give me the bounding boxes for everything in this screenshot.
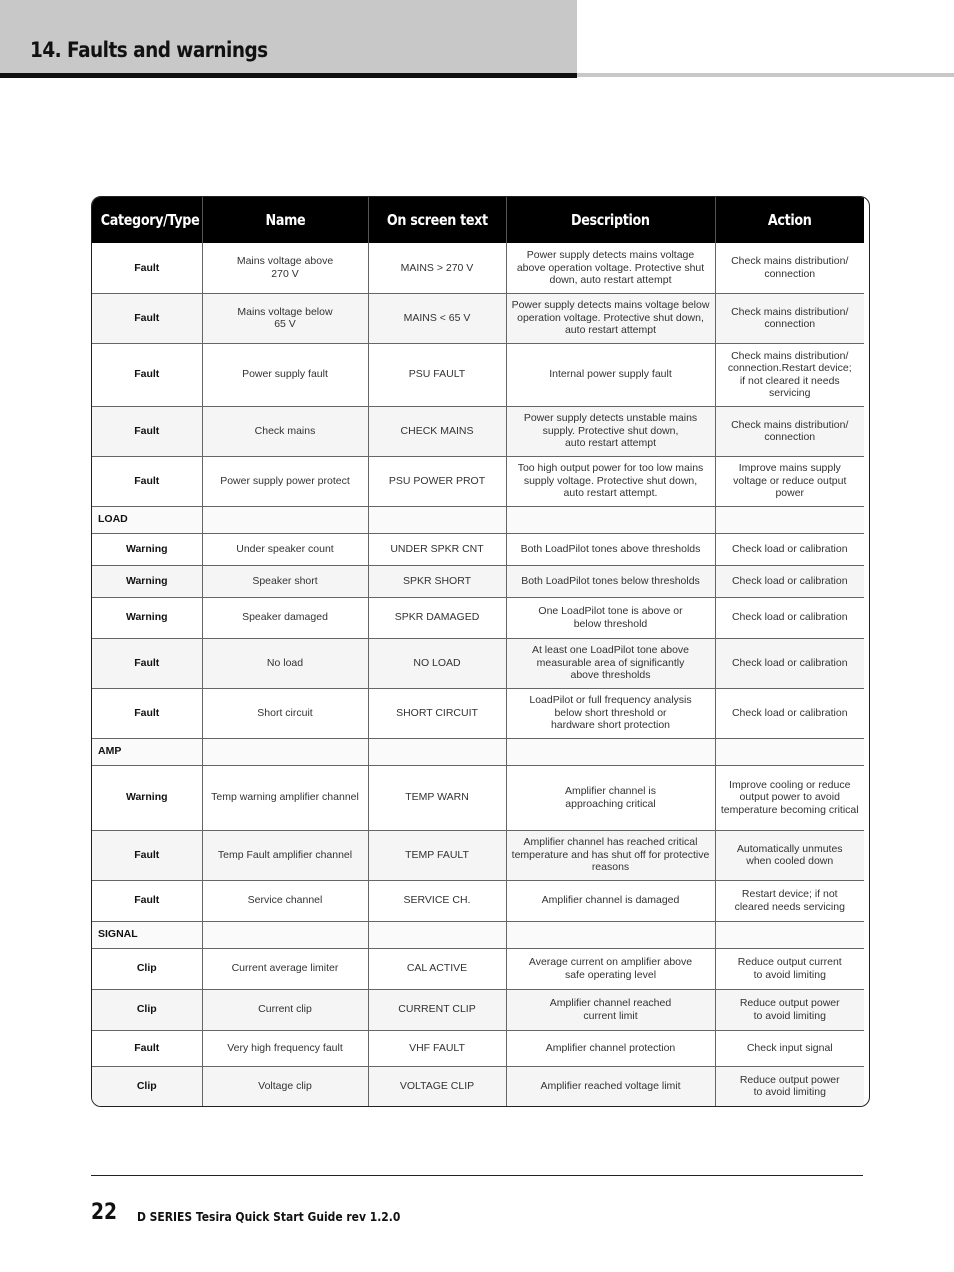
row-description: LoadPilot or full frequency analysis below short threshold or hardware short protection [506,688,715,738]
row-description: Power supply detects mains voltage above operation voltage. Protective shut down, auto restart attempt [506,243,715,293]
section-empty-cell [202,738,368,765]
section-empty-cell [368,738,506,765]
section-label: AMP [92,738,202,765]
row-category: Fault [92,638,202,688]
section-empty-cell [202,921,368,948]
document-title: D SERIES Tesira Quick Start Guide rev 1.2.0 [137,1209,401,1224]
row-category: Fault [92,293,202,343]
table-header-row [92,197,864,243]
section-label: LOAD [92,506,202,533]
row-description: Amplifier channel is approaching critical [506,765,715,830]
row-description: Amplifier reached voltage limit [506,1066,715,1106]
row-screen-text: VOLTAGE CLIP [368,1066,506,1106]
row-name: Mains voltage below 65 V [202,293,368,343]
row-screen-text: CHECK MAINS [368,406,506,456]
table-row [92,406,864,456]
table-row [92,688,864,738]
row-category: Fault [92,456,202,506]
row-name: Under speaker count [202,533,368,565]
section-empty-cell [202,506,368,533]
table-body [92,243,864,1106]
section-label: SIGNAL [92,921,202,948]
table-row [92,456,864,506]
table-row [92,638,864,688]
row-category: Warning [92,765,202,830]
row-description: Amplifier channel is damaged [506,880,715,921]
page-number: 22 [91,1200,118,1225]
row-action: Check mains distribution/ connection.Restart device; if not cleared it needs servicing [715,343,864,406]
row-name: Mains voltage above 270 V [202,243,368,293]
page-title: 14. Faults and warnings [30,38,268,62]
row-screen-text: UNDER SPKR CNT [368,533,506,565]
table-row [92,293,864,343]
row-screen-text: TEMP FAULT [368,830,506,880]
row-description: Power supply detects mains voltage below operation voltage. Protective shut down, auto restart attempt [506,293,715,343]
faults-table-container [91,196,870,1107]
row-action: Check mains distribution/ connection [715,293,864,343]
header-band [0,0,577,73]
table-row [92,565,864,597]
table-row [92,597,864,638]
section-empty-cell [715,738,864,765]
row-name: No load [202,638,368,688]
row-description: Amplifier channel reached current limit [506,989,715,1030]
faults-table [92,197,864,1106]
row-description: Amplifier channel has reached critical temperature and has shut off for protective reasons [506,830,715,880]
column-header-name: Name [202,197,368,243]
table-row [92,1030,864,1066]
row-name: Power supply power protect [202,456,368,506]
row-name: Current clip [202,989,368,1030]
row-name: Service channel [202,880,368,921]
section-empty-cell [368,506,506,533]
row-description: Internal power supply fault [506,343,715,406]
row-screen-text: MAINS < 65 V [368,293,506,343]
row-name: Temp warning amplifier channel [202,765,368,830]
row-category: Fault [92,1030,202,1066]
row-screen-text: SPKR SHORT [368,565,506,597]
row-description: Average current on amplifier above safe operating level [506,948,715,989]
row-category: Clip [92,1066,202,1106]
section-empty-cell [506,506,715,533]
table-row [92,243,864,293]
row-action: Check load or calibration [715,638,864,688]
section-row [92,738,864,765]
row-category: Fault [92,406,202,456]
footer-rule [91,1175,863,1176]
row-category: Fault [92,830,202,880]
row-action: Check mains distribution/ connection [715,243,864,293]
row-action: Reduce output power to avoid limiting [715,1066,864,1106]
row-action: Check load or calibration [715,597,864,638]
row-category: Warning [92,597,202,638]
row-screen-text: CAL ACTIVE [368,948,506,989]
row-screen-text: SPKR DAMAGED [368,597,506,638]
row-description: One LoadPilot tone is above or below threshold [506,597,715,638]
row-name: Voltage clip [202,1066,368,1106]
row-name: Very high frequency fault [202,1030,368,1066]
row-action: Check load or calibration [715,533,864,565]
row-category: Fault [92,243,202,293]
row-name: Power supply fault [202,343,368,406]
row-name: Current average limiter [202,948,368,989]
row-action: Reduce output power to avoid limiting [715,989,864,1030]
row-description: Both LoadPilot tones above thresholds [506,533,715,565]
row-screen-text: SHORT CIRCUIT [368,688,506,738]
row-name: Short circuit [202,688,368,738]
row-screen-text: SERVICE CH. [368,880,506,921]
row-description: Amplifier channel protection [506,1030,715,1066]
header-rule-light [577,73,954,77]
row-screen-text: MAINS > 270 V [368,243,506,293]
row-screen-text: TEMP WARN [368,765,506,830]
row-category: Clip [92,989,202,1030]
section-row [92,921,864,948]
table-row [92,989,864,1030]
row-name: Check mains [202,406,368,456]
row-screen-text: NO LOAD [368,638,506,688]
table-row [92,1066,864,1106]
row-action: Check mains distribution/ connection [715,406,864,456]
row-action: Improve cooling or reduce output power to avoid temperature becoming critical [715,765,864,830]
section-empty-cell [506,738,715,765]
row-screen-text: PSU POWER PROT [368,456,506,506]
row-screen-text: CURRENT CLIP [368,989,506,1030]
column-header-screen-text: On screen text [368,197,506,243]
column-header-action: Action [715,197,864,243]
row-action: Restart device; if not cleared needs servicing [715,880,864,921]
section-empty-cell [506,921,715,948]
row-action: Reduce output current to avoid limiting [715,948,864,989]
row-action: Improve mains supply voltage or reduce output power [715,456,864,506]
section-empty-cell [715,921,864,948]
section-empty-cell [715,506,864,533]
section-row [92,506,864,533]
row-category: Fault [92,688,202,738]
table-row [92,765,864,830]
row-action: Check load or calibration [715,688,864,738]
row-description: At least one LoadPilot tone above measurable area of significantly above thresholds [506,638,715,688]
table-row [92,533,864,565]
row-name: Speaker short [202,565,368,597]
row-screen-text: VHF FAULT [368,1030,506,1066]
column-header-category: Category/Type [92,197,202,243]
row-name: Speaker damaged [202,597,368,638]
row-action: Automatically unmutes when cooled down [715,830,864,880]
row-description: Power supply detects unstable mains supply. Protective shut down, auto restart attempt [506,406,715,456]
row-category: Warning [92,533,202,565]
column-header-description: Description [506,197,715,243]
row-category: Clip [92,948,202,989]
row-description: Both LoadPilot tones below thresholds [506,565,715,597]
row-category: Warning [92,565,202,597]
header-rule [0,73,577,78]
row-screen-text: PSU FAULT [368,343,506,406]
section-empty-cell [368,921,506,948]
table-row [92,880,864,921]
table-row [92,830,864,880]
row-action: Check input signal [715,1030,864,1066]
row-description: Too high output power for too low mains supply voltage. Protective shut down, auto restart attempt. [506,456,715,506]
row-name: Temp Fault amplifier channel [202,830,368,880]
table-row [92,948,864,989]
table-row [92,343,864,406]
row-category: Fault [92,343,202,406]
row-action: Check load or calibration [715,565,864,597]
row-category: Fault [92,880,202,921]
